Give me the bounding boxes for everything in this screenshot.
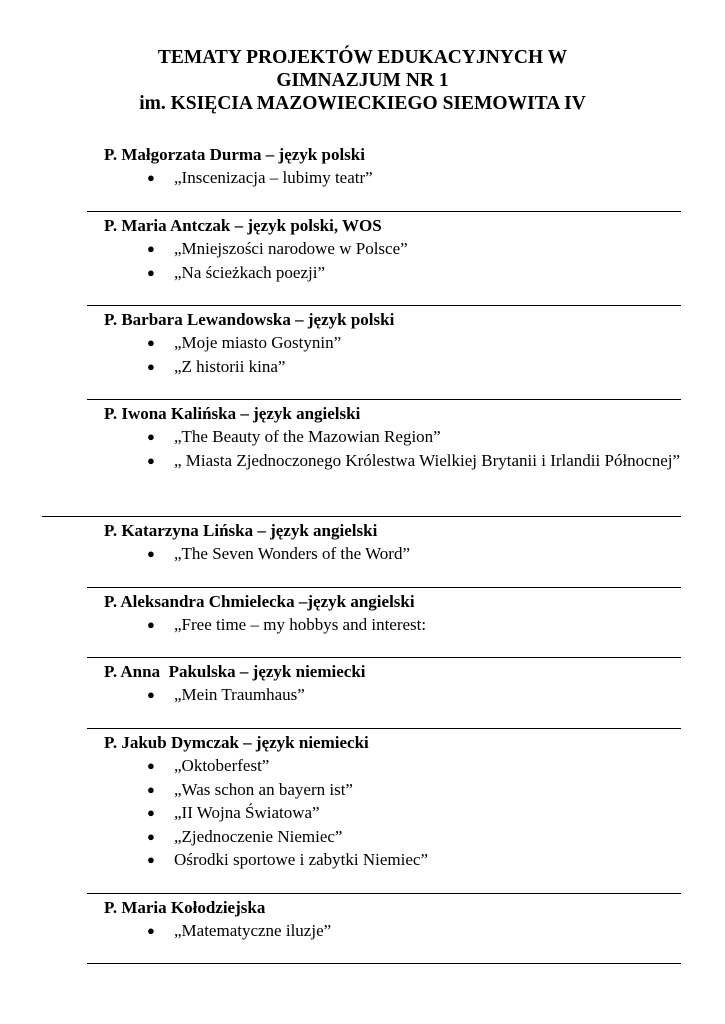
topic-text: „The Seven Wonders of the Word” (174, 544, 410, 563)
topic-list (104, 331, 705, 378)
teacher-section (104, 590, 705, 637)
teacher-heading: P. Barbara Lewandowska – język polski (104, 310, 395, 329)
list-item (104, 355, 705, 379)
teacher-section (104, 896, 705, 943)
bullet-icon: ● (147, 828, 155, 844)
topic-text: „Na ścieżkach poezji” (174, 262, 326, 282)
bullet-icon: ● (147, 923, 155, 938)
bullet-icon: ● (147, 758, 155, 773)
bullet-icon: ● (147, 241, 155, 256)
teacher-heading: P. Aleksandra Chmielecka –język angielski (104, 592, 415, 611)
list-item (104, 425, 705, 449)
topic-text: Ośrodki sportowe i zabytki Niemiec” (174, 850, 428, 869)
list-item (104, 801, 705, 825)
bullet-icon: ● (147, 358, 155, 374)
topic-list (104, 166, 705, 190)
topic-text: „Free time – my hobbys and interest: (174, 615, 427, 634)
teacher-section (104, 731, 705, 872)
title-line-1: TEMATY PROJEKTÓW EDUKACYJNYCH W (157, 47, 568, 68)
title-line-2: GIMNAZJUM NR 1 (276, 70, 449, 91)
teacher-heading: P. Katarzyna Lińska – język angielski (104, 521, 378, 540)
topic-list (104, 754, 705, 872)
divider (87, 305, 681, 306)
topic-text: „ Miasta Zjednoczonego Królestwa Wielkiej Brytanii i Irlandii Północnej” (174, 450, 681, 470)
bullet-icon: ● (147, 687, 155, 702)
topic-text: „Matematyczne iluzje” (174, 921, 332, 940)
list-item (104, 331, 705, 355)
teacher-section (104, 402, 705, 472)
list-item (104, 166, 705, 190)
teacher-heading: P. Anna Pakulska – język niemiecki (104, 662, 366, 681)
teacher-heading: P. Maria Antczak – język polski, WOS (104, 216, 382, 235)
divider (42, 516, 681, 517)
divider (87, 657, 681, 658)
list-item (104, 754, 705, 778)
bullet-icon: ● (147, 264, 155, 280)
topic-list (104, 613, 705, 637)
teacher-section (104, 143, 705, 190)
bullet-icon: ● (147, 170, 155, 185)
bullet-icon: ● (147, 805, 155, 820)
teacher-heading: P. Iwona Kalińska – język angielski (104, 404, 361, 423)
divider (87, 587, 681, 588)
topic-text: „II Wojna Światowa” (174, 803, 320, 822)
bullet-icon: ● (147, 546, 155, 561)
topic-text: „Z historii kina” (174, 356, 286, 376)
bullet-icon: ● (147, 452, 155, 468)
list-item (104, 261, 705, 285)
teacher-section (104, 308, 705, 378)
teacher-section (104, 214, 705, 284)
topic-list (104, 425, 705, 472)
divider (87, 963, 681, 964)
teacher-heading: P. Maria Kołodziejska (104, 898, 266, 917)
topic-text: „Zjednoczenie Niemiec” (174, 826, 343, 846)
topic-text: „Oktoberfest” (174, 756, 270, 775)
teacher-heading: P. Jakub Dymczak – język niemiecki (104, 733, 369, 752)
bullet-icon: ● (147, 852, 155, 867)
topic-list (104, 237, 705, 284)
divider (87, 728, 681, 729)
bullet-icon: ● (147, 429, 155, 444)
teacher-section (104, 519, 705, 566)
bullet-icon: ● (147, 781, 155, 797)
list-item (104, 825, 705, 849)
list-item (104, 919, 705, 943)
list-item (104, 613, 705, 637)
topic-text: „Inscenizacja – lubimy teatr” (174, 168, 373, 187)
teacher-heading: P. Małgorzata Durma – język polski (104, 145, 365, 164)
list-item (104, 449, 705, 473)
topic-text: „Was schon an bayern ist” (174, 779, 353, 799)
bullet-icon: ● (147, 335, 155, 350)
list-item (104, 237, 705, 261)
bullet-icon: ● (147, 617, 155, 632)
divider (87, 399, 681, 400)
divider (87, 893, 681, 894)
list-item (104, 778, 705, 802)
teacher-section (104, 660, 705, 707)
topic-list (104, 542, 705, 566)
topic-text: „Mein Traumhaus” (174, 685, 305, 704)
topic-list (104, 683, 705, 707)
topic-text: „Mniejszości narodowe w Polsce” (174, 239, 408, 258)
list-item (104, 542, 705, 566)
topic-text: „Moje miasto Gostynin” (174, 333, 342, 352)
topic-text: „The Beauty of the Mazowian Region” (174, 427, 441, 446)
document-title (60, 46, 665, 115)
list-item (104, 683, 705, 707)
title-line-3: im. KSIĘCIA MAZOWIECKIEGO SIEMOWITA IV (139, 93, 586, 114)
topic-list (104, 919, 705, 943)
divider (87, 211, 681, 212)
list-item (104, 848, 705, 872)
